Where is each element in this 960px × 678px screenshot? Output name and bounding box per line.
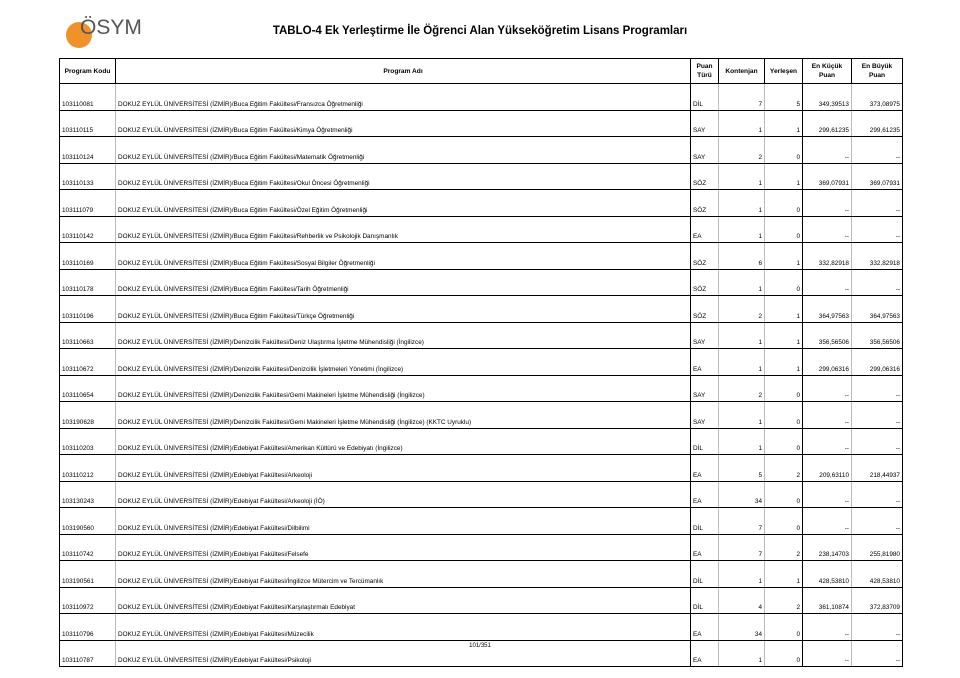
table-row <box>60 614 903 641</box>
placed-cell: 1 <box>765 163 803 190</box>
min-score-cell: 356,56506 <box>803 322 852 349</box>
table-row <box>60 402 903 429</box>
program-code-cell: 103111079 <box>60 190 116 217</box>
min-score-cell: 238,14703 <box>803 534 852 561</box>
program-code-cell: 103190561 <box>60 561 116 588</box>
program-name-cell: DOKUZ EYLÜL ÜNİVERSİTESİ (İZMİR)/Buca Eğitim Fakültesi/Matematik Öğretmenliği <box>116 137 691 164</box>
min-score-cell: -- <box>803 508 852 535</box>
max-score-cell: -- <box>852 137 903 164</box>
program-name-cell: DOKUZ EYLÜL ÜNİVERSİTESİ (İZMİR)/Edebiyat Fakültesi/Karşılaştırmalı Edebiyat <box>116 587 691 614</box>
header-max-score-line1: En Büyük <box>861 63 893 70</box>
score-type-cell: EA <box>691 216 719 243</box>
score-type-cell: SÖZ <box>691 296 719 323</box>
header-score-type-line1: Puan <box>696 63 713 70</box>
placed-cell: 2 <box>765 587 803 614</box>
program-code-cell: 103110663 <box>60 322 116 349</box>
placed-cell: 0 <box>765 481 803 508</box>
table-row <box>60 375 903 402</box>
table-row <box>60 561 903 588</box>
score-type-cell: SÖZ <box>691 269 719 296</box>
max-score-cell: 364,97563 <box>852 296 903 323</box>
min-score-cell: 299,06316 <box>803 349 852 376</box>
program-code-cell: 103110672 <box>60 349 116 376</box>
min-score-cell: -- <box>803 481 852 508</box>
table-row <box>60 296 903 323</box>
program-name-cell: DOKUZ EYLÜL ÜNİVERSİTESİ (İZMİR)/Edebiyat Fakültesi/Arkeoloji <box>116 455 691 482</box>
placed-cell: 1 <box>765 243 803 270</box>
min-score-cell: 364,97563 <box>803 296 852 323</box>
min-score-cell: 369,07931 <box>803 163 852 190</box>
max-score-cell: 369,07931 <box>852 163 903 190</box>
score-type-cell: EA <box>691 481 719 508</box>
program-code-cell: 103110115 <box>60 110 116 137</box>
logo-text: ÖSYM <box>80 16 142 39</box>
program-name-cell: DOKUZ EYLÜL ÜNİVERSİTESİ (İZMİR)/Edebiyat Fakültesi/İngilizce Mütercim ve Tercümanlık <box>116 561 691 588</box>
score-type-cell: EA <box>691 640 719 667</box>
program-code-cell: 103110972 <box>60 587 116 614</box>
program-code-cell: 103110196 <box>60 296 116 323</box>
header-max-score <box>852 59 903 84</box>
program-name-cell: DOKUZ EYLÜL ÜNİVERSİTESİ (İZMİR)/Buca Eğitim Fakültesi/Tarih Öğretmenliği <box>116 269 691 296</box>
program-name-cell: DOKUZ EYLÜL ÜNİVERSİTESİ (İZMİR)/Denizcilik Fakültesi/Deniz Ulaştırma İşletme Mühendisliği (İngilizce) <box>116 322 691 349</box>
placed-cell: 0 <box>765 614 803 641</box>
program-name-cell: DOKUZ EYLÜL ÜNİVERSİTESİ (İZMİR)/Edebiyat Fakültesi/Amerikan Kültürü ve Edebiyatı (İngilizce) <box>116 428 691 455</box>
quota-cell: 1 <box>719 190 765 217</box>
score-type-cell: EA <box>691 455 719 482</box>
program-name-cell: DOKUZ EYLÜL ÜNİVERSİTESİ (İZMİR)/Buca Eğitim Fakültesi/Fransızca Öğretmenliği <box>116 84 691 111</box>
table-row <box>60 534 903 561</box>
placed-cell: 0 <box>765 508 803 535</box>
min-score-cell: -- <box>803 190 852 217</box>
min-score-cell: 428,53810 <box>803 561 852 588</box>
placed-cell: 0 <box>765 428 803 455</box>
min-score-cell: 209,63110 <box>803 455 852 482</box>
table-row <box>60 587 903 614</box>
quota-cell: 5 <box>719 455 765 482</box>
program-name-cell: DOKUZ EYLÜL ÜNİVERSİTESİ (İZMİR)/Buca Eğitim Fakültesi/Okul Öncesi Öğretmenliği <box>116 163 691 190</box>
table-row <box>60 190 903 217</box>
min-score-cell: 299,61235 <box>803 110 852 137</box>
program-name-cell: DOKUZ EYLÜL ÜNİVERSİTESİ (İZMİR)/Denizcilik Fakültesi/Gemi Makineleri İşletme Mühendisliği (İngilizce) (KKTC Uyruklu) <box>116 402 691 429</box>
program-name-cell: DOKUZ EYLÜL ÜNİVERSİTESİ (İZMİR)/Buca Eğitim Fakültesi/Özel Eğitim Öğretmenliği <box>116 190 691 217</box>
program-code-cell: 103110796 <box>60 614 116 641</box>
min-score-cell: 332,82918 <box>803 243 852 270</box>
program-name-cell: DOKUZ EYLÜL ÜNİVERSİTESİ (İZMİR)/Buca Eğitim Fakültesi/Türkçe Öğretmenliği <box>116 296 691 323</box>
score-type-cell: SAY <box>691 375 719 402</box>
score-type-cell: DİL <box>691 508 719 535</box>
table-row <box>60 322 903 349</box>
max-score-cell: 299,61235 <box>852 110 903 137</box>
page-title: TABLO-4 Ek Yerleştirme İle Öğrenci Alan Yükseköğretim Lisans Programları <box>272 25 688 37</box>
program-code-cell: 103110142 <box>60 216 116 243</box>
min-score-cell: -- <box>803 375 852 402</box>
placed-cell: 1 <box>765 349 803 376</box>
max-score-cell: 428,53810 <box>852 561 903 588</box>
min-score-cell: -- <box>803 428 852 455</box>
max-score-cell: -- <box>852 190 903 217</box>
max-score-cell: 332,82918 <box>852 243 903 270</box>
program-code-cell: 103110124 <box>60 137 116 164</box>
score-type-cell: SÖZ <box>691 190 719 217</box>
min-score-cell: -- <box>803 614 852 641</box>
score-type-cell: SAY <box>691 322 719 349</box>
quota-cell: 2 <box>719 296 765 323</box>
min-score-cell: -- <box>803 402 852 429</box>
header-min-score-line1: En Küçük <box>811 63 843 70</box>
program-name-cell: DOKUZ EYLÜL ÜNİVERSİTESİ (İZMİR)/Buca Eğitim Fakültesi/Kimya Öğretmenliği <box>116 110 691 137</box>
score-type-cell: SAY <box>691 110 719 137</box>
quota-cell: 1 <box>719 402 765 429</box>
max-score-cell: -- <box>852 614 903 641</box>
quota-cell: 1 <box>719 269 765 296</box>
header-min-score <box>803 59 852 84</box>
program-name-cell: DOKUZ EYLÜL ÜNİVERSİTESİ (İZMİR)/Edebiyat Fakültesi/Felsefe <box>116 534 691 561</box>
table-row <box>60 84 903 111</box>
min-score-cell: -- <box>803 137 852 164</box>
quota-cell: 1 <box>719 163 765 190</box>
score-type-cell: DİL <box>691 561 719 588</box>
table-row <box>60 508 903 535</box>
table-row <box>60 137 903 164</box>
program-name-cell: DOKUZ EYLÜL ÜNİVERSİTESİ (İZMİR)/Buca Eğitim Fakültesi/Rehberlik ve Psikolojik Danışmanlık <box>116 216 691 243</box>
max-score-cell: -- <box>852 640 903 667</box>
program-code-cell: 103110178 <box>60 269 116 296</box>
program-code-cell: 103110081 <box>60 84 116 111</box>
quota-cell: 34 <box>719 481 765 508</box>
score-type-cell: DİL <box>691 587 719 614</box>
header-program-name: Program Adı <box>116 59 691 84</box>
program-code-cell: 103110654 <box>60 375 116 402</box>
quota-cell: 1 <box>719 322 765 349</box>
max-score-cell: -- <box>852 481 903 508</box>
table-body <box>60 84 903 667</box>
table-row <box>60 481 903 508</box>
score-type-cell: DİL <box>691 428 719 455</box>
quota-cell: 1 <box>719 110 765 137</box>
program-code-cell: 103130243 <box>60 481 116 508</box>
placed-cell: 0 <box>765 640 803 667</box>
quota-cell: 2 <box>719 137 765 164</box>
table-row <box>60 163 903 190</box>
min-score-cell: -- <box>803 269 852 296</box>
placed-cell: 0 <box>765 375 803 402</box>
max-score-cell: 299,06316 <box>852 349 903 376</box>
table-row <box>60 216 903 243</box>
program-code-cell: 103110787 <box>60 640 116 667</box>
score-type-cell: DİL <box>691 84 719 111</box>
program-code-cell: 103110742 <box>60 534 116 561</box>
page-number: 101/351 <box>469 643 491 649</box>
max-score-cell: -- <box>852 428 903 455</box>
max-score-cell: 373,08975 <box>852 84 903 111</box>
table-row <box>60 243 903 270</box>
score-type-cell: EA <box>691 349 719 376</box>
program-code-cell: 103110212 <box>60 455 116 482</box>
table-row <box>60 349 903 376</box>
placed-cell: 0 <box>765 216 803 243</box>
program-code-cell: 103190560 <box>60 508 116 535</box>
placed-cell: 0 <box>765 402 803 429</box>
quota-cell: 7 <box>719 508 765 535</box>
header-min-score-line2: Puan <box>818 72 836 79</box>
max-score-cell: 218,44937 <box>852 455 903 482</box>
score-type-cell: SAY <box>691 137 719 164</box>
placed-cell: 1 <box>765 561 803 588</box>
quota-cell: 7 <box>719 84 765 111</box>
max-score-cell: -- <box>852 375 903 402</box>
min-score-cell: 349,39513 <box>803 84 852 111</box>
score-type-cell: SÖZ <box>691 243 719 270</box>
program-name-cell: DOKUZ EYLÜL ÜNİVERSİTESİ (İZMİR)/Edebiyat Fakültesi/Dilbilimi <box>116 508 691 535</box>
program-name-cell: DOKUZ EYLÜL ÜNİVERSİTESİ (İZMİR)/Buca Eğitim Fakültesi/Sosyal Bilgiler Öğretmenliği <box>116 243 691 270</box>
placed-cell: 0 <box>765 190 803 217</box>
placed-cell: 0 <box>765 269 803 296</box>
programs-table <box>59 58 903 667</box>
program-code-cell: 103110203 <box>60 428 116 455</box>
program-code-cell: 103110133 <box>60 163 116 190</box>
program-name-cell: DOKUZ EYLÜL ÜNİVERSİTESİ (İZMİR)/Edebiyat Fakültesi/Müzecilik <box>116 614 691 641</box>
program-code-cell: 103110169 <box>60 243 116 270</box>
table-row <box>60 110 903 137</box>
table-row <box>60 428 903 455</box>
table-row <box>60 269 903 296</box>
quota-cell: 1 <box>719 561 765 588</box>
min-score-cell: -- <box>803 216 852 243</box>
table-header-row <box>60 59 903 84</box>
header-max-score-line2: Puan <box>868 72 886 79</box>
header-program-code: Program Kodu <box>60 59 116 84</box>
max-score-cell: 255,81980 <box>852 534 903 561</box>
placed-cell: 5 <box>765 84 803 111</box>
program-name-cell: DOKUZ EYLÜL ÜNİVERSİTESİ (İZMİR)/Denizcilik Fakültesi/Gemi Makineleri İşletme Mühendisliği (İngilizce) <box>116 375 691 402</box>
max-score-cell: 356,56506 <box>852 322 903 349</box>
max-score-cell: -- <box>852 508 903 535</box>
quota-cell: 1 <box>719 428 765 455</box>
placed-cell: 2 <box>765 534 803 561</box>
score-type-cell: SÖZ <box>691 163 719 190</box>
placed-cell: 2 <box>765 455 803 482</box>
placed-cell: 1 <box>765 322 803 349</box>
header-quota: Kontenjan <box>719 59 765 84</box>
program-name-cell: DOKUZ EYLÜL ÜNİVERSİTESİ (İZMİR)/Denizcilik Fakültesi/Denizcilik İşletmeleri Yönetimi (İngilizce) <box>116 349 691 376</box>
quota-cell: 4 <box>719 587 765 614</box>
header-placed: Yerleşen <box>765 59 803 84</box>
score-type-cell: SAY <box>691 402 719 429</box>
quota-cell: 7 <box>719 534 765 561</box>
max-score-cell: -- <box>852 216 903 243</box>
table-row <box>60 455 903 482</box>
score-type-cell: EA <box>691 534 719 561</box>
quota-cell: 1 <box>719 216 765 243</box>
placed-cell: 1 <box>765 296 803 323</box>
placed-cell: 0 <box>765 137 803 164</box>
max-score-cell: -- <box>852 402 903 429</box>
program-name-cell: DOKUZ EYLÜL ÜNİVERSİTESİ (İZMİR)/Edebiyat Fakültesi/Psikoloji <box>116 640 691 667</box>
program-name-cell: DOKUZ EYLÜL ÜNİVERSİTESİ (İZMİR)/Edebiyat Fakültesi/Arkeoloji (İÖ) <box>116 481 691 508</box>
max-score-cell: -- <box>852 269 903 296</box>
quota-cell: 2 <box>719 375 765 402</box>
max-score-cell: 372,83709 <box>852 587 903 614</box>
score-type-cell: EA <box>691 614 719 641</box>
quota-cell: 1 <box>719 349 765 376</box>
quota-cell: 6 <box>719 243 765 270</box>
quota-cell: 34 <box>719 614 765 641</box>
header-score-type-line2: Türü <box>697 72 712 79</box>
header-score-type <box>691 59 719 84</box>
min-score-cell: 361,10874 <box>803 587 852 614</box>
min-score-cell: -- <box>803 640 852 667</box>
placed-cell: 1 <box>765 110 803 137</box>
quota-cell: 1 <box>719 640 765 667</box>
program-code-cell: 103190628 <box>60 402 116 429</box>
